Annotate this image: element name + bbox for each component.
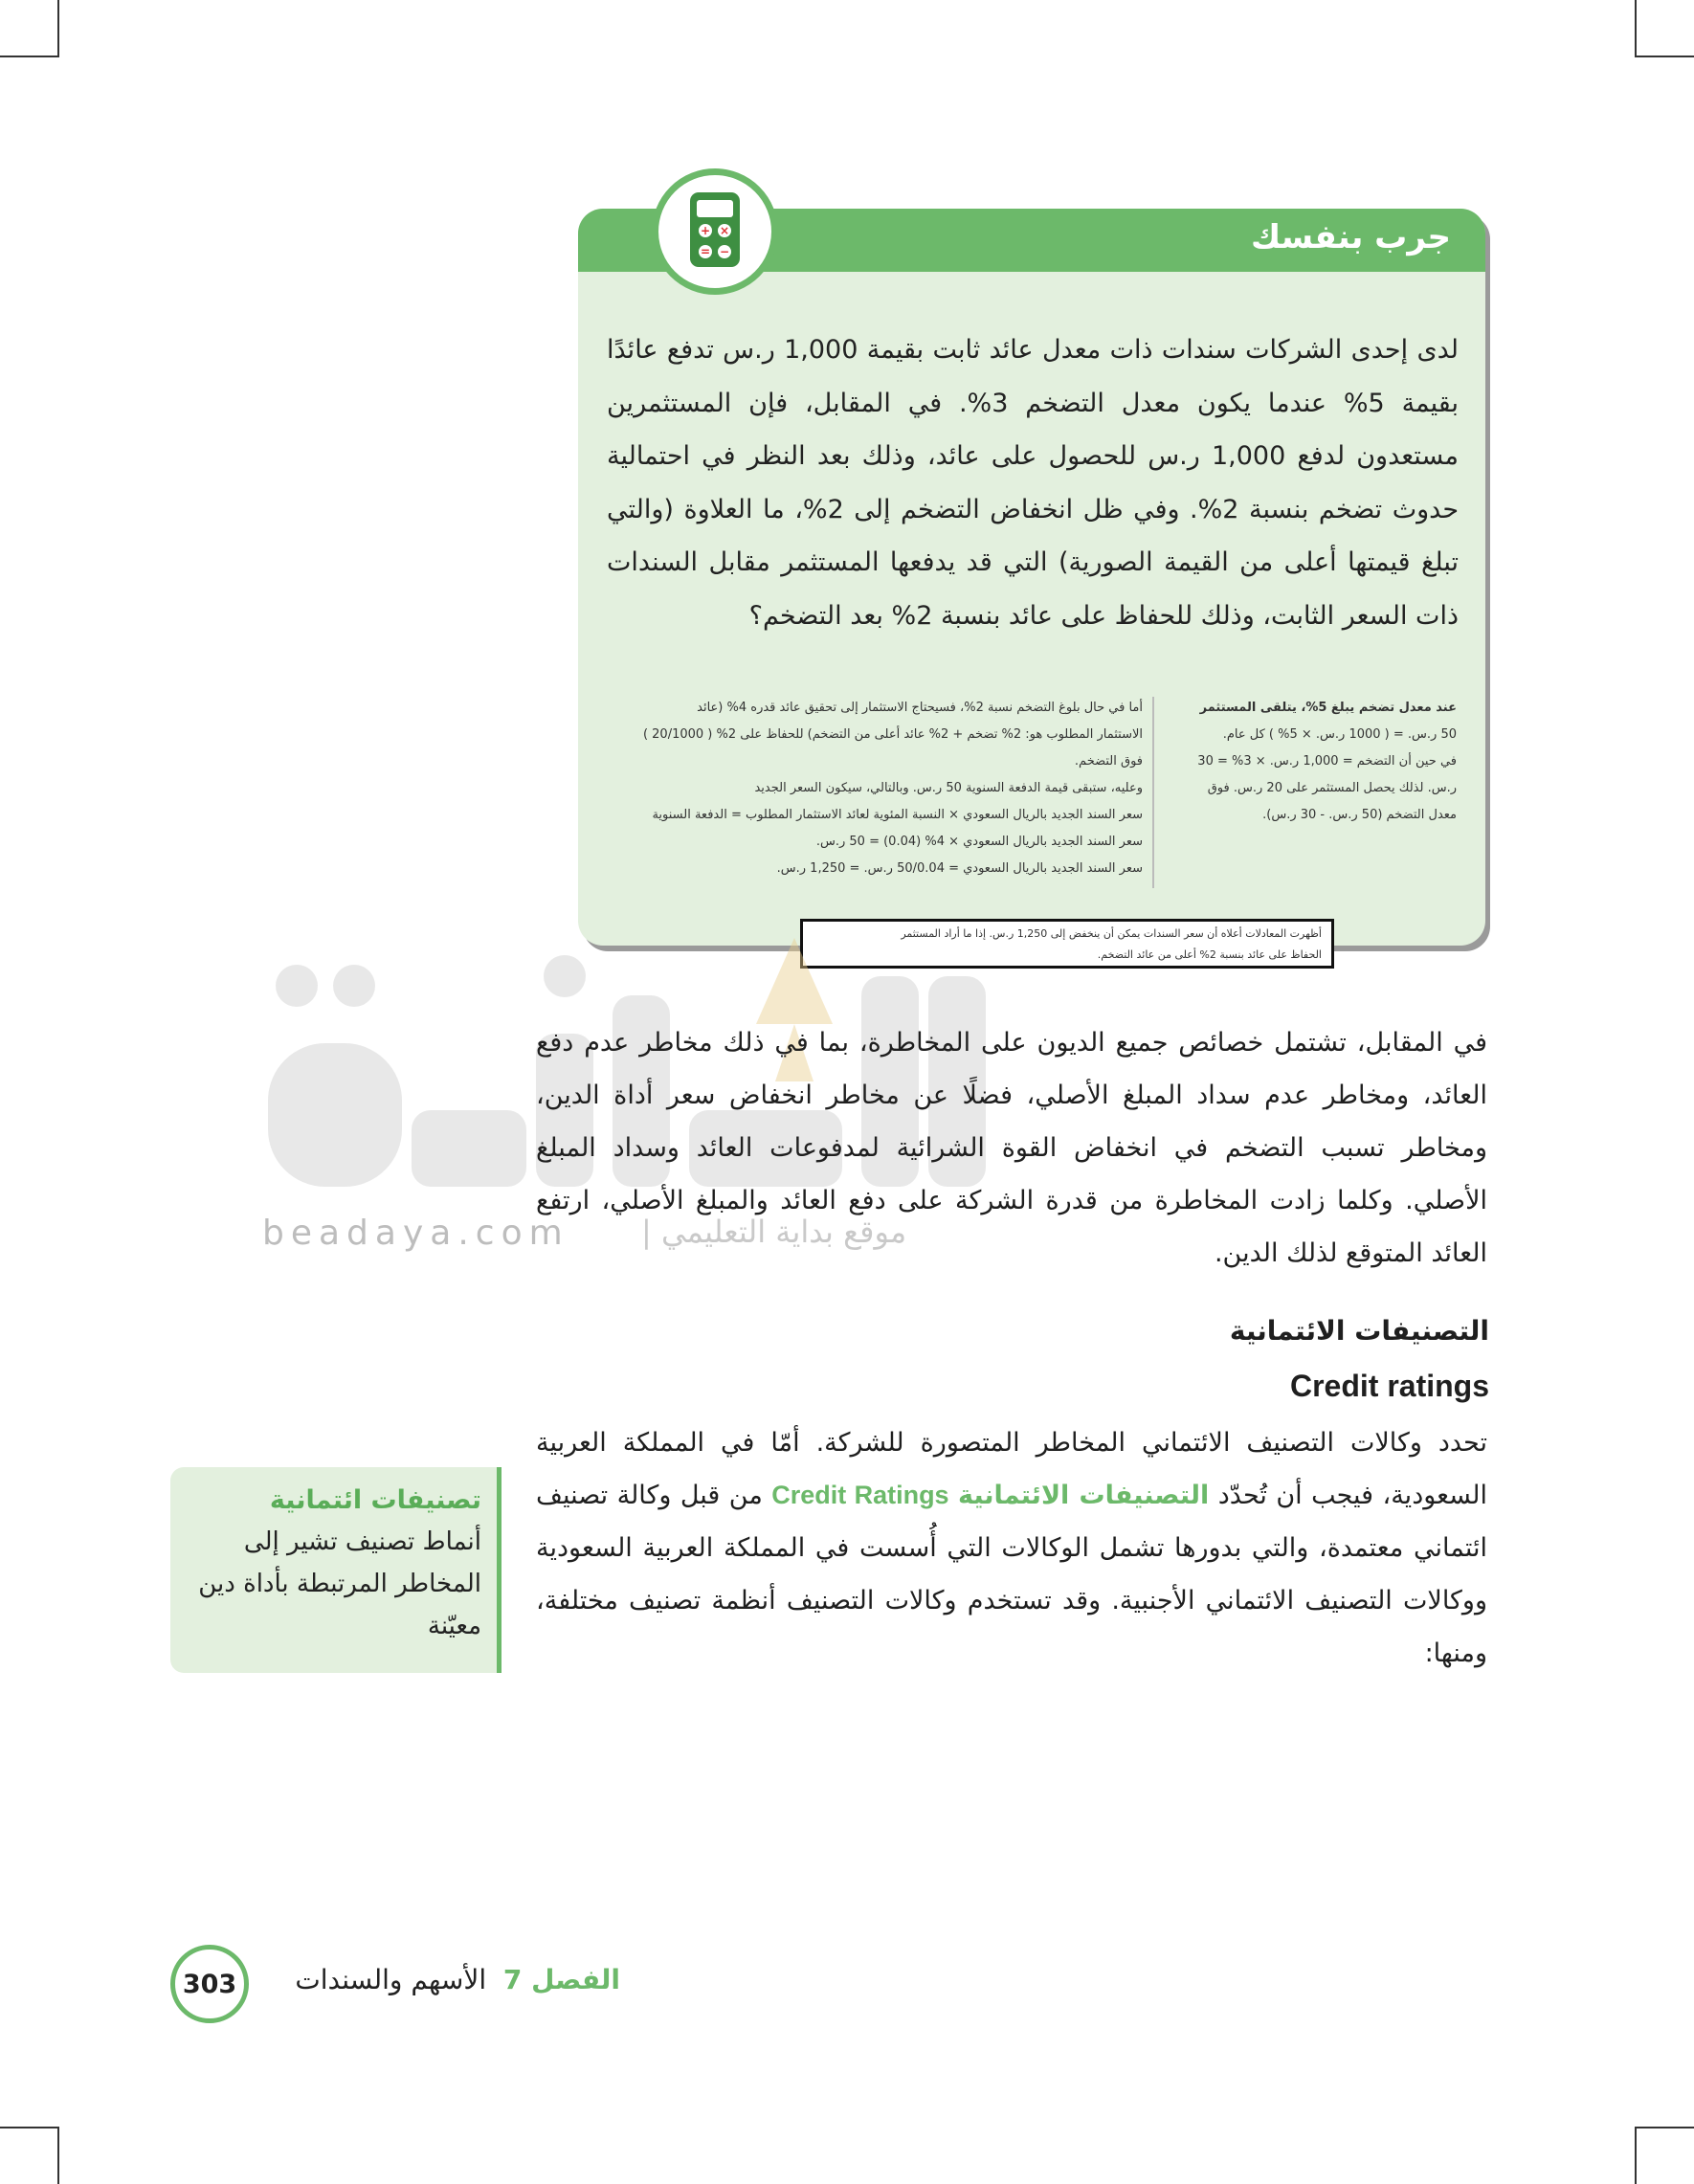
solution-line: سعر السند الجديد بالريال السعودي × النسبة المئوية لعائد الاستثمار المطلوب = الدفعة السنوية bbox=[652, 808, 1143, 822]
watermark-subtitle: موقع بداية التعليمي | bbox=[641, 1214, 907, 1250]
watermark-url: beadaya.com bbox=[262, 1214, 569, 1253]
solution-line: الاستثمار المطلوب هو: 2% تضخم + 2% عائد أعلى من التضخم) للحفاظ على 2% ( 20/1000 ) bbox=[642, 727, 1143, 742]
try-yourself-title: جرب بنفسك bbox=[1250, 218, 1451, 256]
crop-mark bbox=[0, 56, 57, 57]
crop-mark bbox=[57, 2127, 59, 2184]
solution-line: أما في حال بلوغ التضخم نسبة 2%، فسيحتاج الاستثمار إلى تحقيق عائد قدره 4% (عائد bbox=[697, 701, 1143, 715]
crop-mark bbox=[1635, 2127, 1637, 2184]
solution-line: معدل التضخم (50 ر.س. - 30 ر.س). bbox=[1262, 808, 1457, 822]
try-yourself-problem: لدى إحدى الشركات سندات ذات معدل عائد ثابت بقيمة 1,000 ر.س تدفع عائدًا بقيمة 5% عندما يكون معدل التضخم 3%. في المقابل، فإن المستثمرين مستعدون لدفع 1,000 ر.س للحصول على عائد، وذلك بعد النظر في احتمالية حدوث تضخم بنسبة 2%. وفي ظل انخفاض التضخم إلى 2%، ما العلاوة (والتي تبلغ قيمتها أعلى من القيمة الصورية) التي قد يدفعها المستثمر مقابل السندات ذات السعر الثابت، وذلك للحفاظ على عائد بنسبة 2% بعد التضخم؟ bbox=[607, 335, 1460, 631]
solution-line: في حين أن التضخم = 1,000 ر.س. × 3% = 30 bbox=[1197, 754, 1457, 769]
chapter-title: الأسهم والسندات bbox=[295, 1964, 487, 1995]
crop-mark bbox=[1637, 56, 1694, 57]
calculator-icon bbox=[652, 168, 778, 295]
svg-text:+: + bbox=[700, 224, 711, 237]
chapter-label: الفصل 7 bbox=[502, 1964, 620, 1995]
try-yourself-box bbox=[578, 209, 1485, 961]
term-credit-ratings-ar: التصنيفات الائتمانية bbox=[958, 1481, 1210, 1510]
risk-paragraph: في المقابل، تشتمل خصائص جميع الديون على المخاطرة، بما في ذلك مخاطر عدم دفع العائد، ومخاطر عدم سداد المبلغ الأصلي، فضلًا عن مخاطر انخفاض سعر أداة الدين، ومخاطر تسبب التضخم في انخفاض القوة الشرائية لمدفوعات العائد وسداد المبلغ الأصلي. وكلما زادت المخاطرة من قدرة الشركة على دفع العائد والمبلغ الأصلي، ارتفع العائد المتوقع لذلك الدين. bbox=[536, 1028, 1487, 1268]
solution-line: فوق التضخم. bbox=[1074, 754, 1143, 769]
chapter-footer bbox=[295, 1964, 620, 1995]
solution-line: 50 ر.س. = ( 1000 ر.س. × 5% ) كل عام. bbox=[1222, 727, 1457, 742]
summary-line: أظهرت المعادلات أعلاه أن سعر السندات يمكن أن ينخفض إلى 1,250 ر.س. إذا ما أراد المستثمر bbox=[901, 927, 1322, 940]
paragraph-text: تحدد وكالات التصنيف الائتماني المخاطر المتصورة للشركة. أمّا في المملكة العربية السعودية، فيجب أن تُحدّد bbox=[536, 1428, 1488, 1510]
svg-text:×: × bbox=[719, 224, 730, 237]
section-heading-english: Credit ratings bbox=[1289, 1369, 1489, 1403]
paragraph-text: من قبل وكالة تصنيف ائتماني معتمدة، والتي بدورها تشمل الوكالات التي أُسست في المملكة العربية السعودية ووكالات التصنيف الائتماني الأجنبية. وقد تستخدم وكالات التصنيف أنظمة تصنيف مختلفة، ومنها: bbox=[536, 1481, 1487, 1668]
term-credit-ratings-en: Credit Ratings bbox=[771, 1481, 949, 1509]
solution-divider bbox=[1152, 697, 1154, 888]
glossary-definition: أنماط تصنيف تشير إلى المخاطر المرتبطة بأداة دين معيّنة bbox=[198, 1527, 481, 1640]
glossary-sidebar bbox=[170, 1467, 502, 1673]
solution-column-right bbox=[1170, 695, 1457, 829]
glossary-term: تصنيفات ائتمانية bbox=[269, 1485, 481, 1515]
crop-mark bbox=[1637, 2127, 1694, 2128]
svg-text:=: = bbox=[700, 245, 711, 258]
crop-mark bbox=[1635, 0, 1637, 57]
svg-text:−: − bbox=[719, 245, 730, 258]
solution-line: سعر السند الجديد بالريال السعودي = 50/0.04 ر.س. = 1,250 ر.س. bbox=[776, 861, 1143, 876]
solution-column-left bbox=[597, 695, 1143, 882]
page-number: 303 bbox=[170, 1945, 249, 2023]
solution-line: ر.س. لذلك يحصل المستثمر على 20 ر.س. فوق bbox=[1207, 781, 1457, 795]
solution-line: سعر السند الجديد بالريال السعودي × 4% (0.04) = 50 ر.س. bbox=[815, 835, 1143, 849]
solution-line: وعليه، ستبقى قيمة الدفعة السنوية 50 ر.س. وبالتالي، سيكون السعر الجديد bbox=[754, 781, 1143, 795]
section-heading-arabic: التصنيفات الائتمانية bbox=[1229, 1315, 1489, 1347]
summary-line: الحفاظ على عائد بنسبة 2% أعلى من عائد التضخم. bbox=[1097, 948, 1322, 961]
credit-ratings-paragraph bbox=[536, 1416, 1487, 1680]
crop-mark bbox=[0, 2127, 57, 2128]
crop-mark bbox=[57, 0, 59, 57]
solution-line: عند معدل تضخم يبلغ 5%، يتلقى المستثمر bbox=[1199, 701, 1457, 715]
